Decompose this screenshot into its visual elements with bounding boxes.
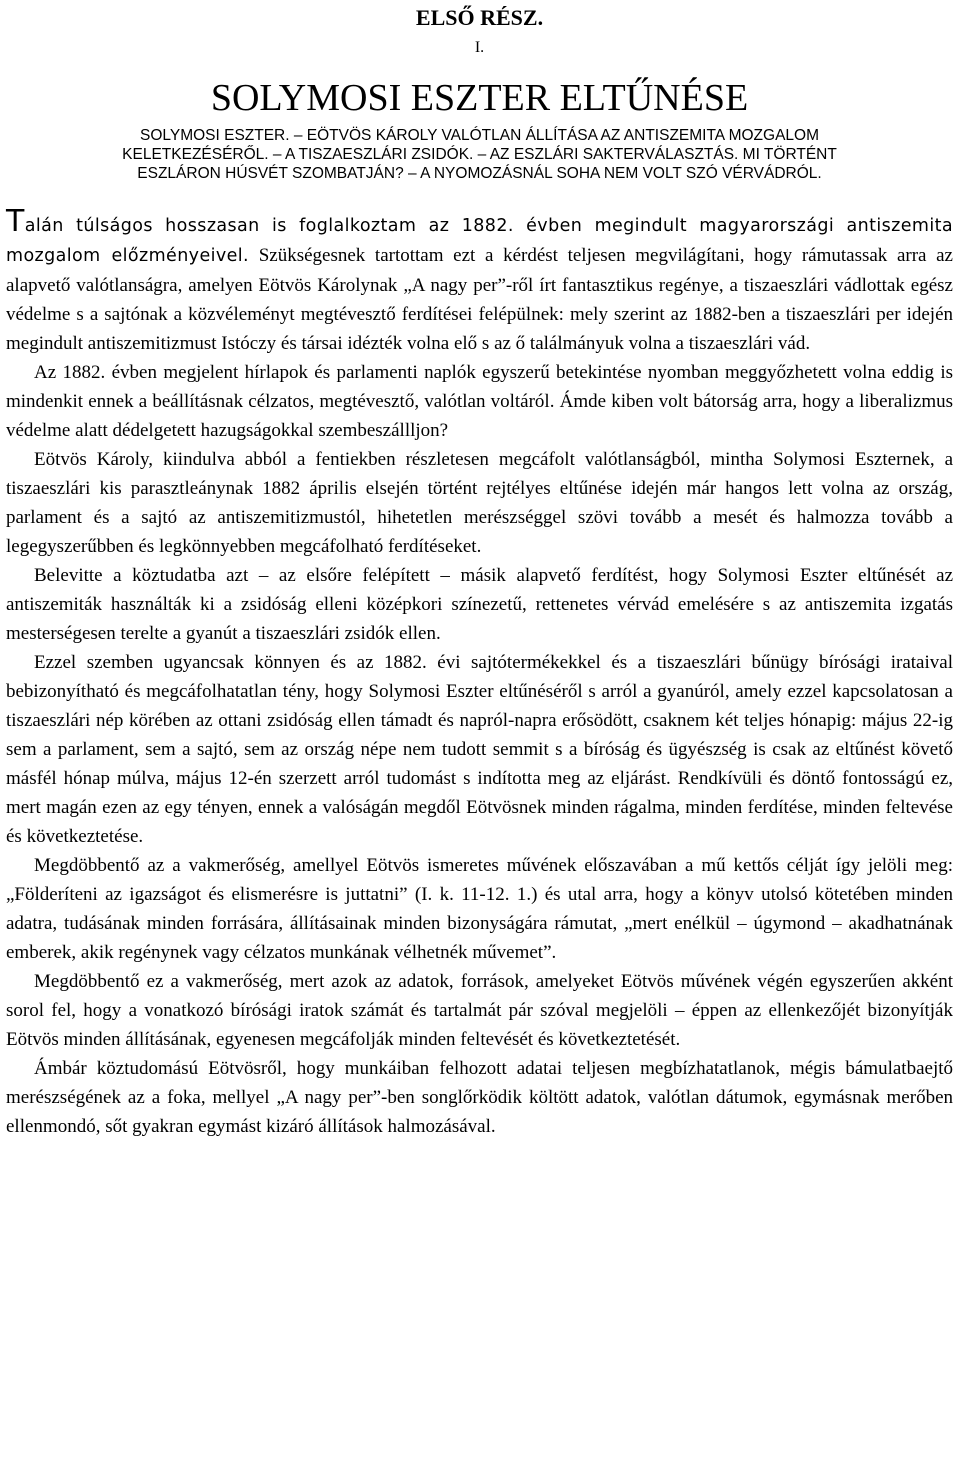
paragraph: Eötvös Károly, kiindulva abból a fentiekben részletesen megcáfolt valótlanságból, mintha Solymosi Eszternek, a tiszaeszlári kis parasztleánynak 1882 április elsején történt rejtélyes eltűnése idején már hangos lett volna az ország, parlament és a sajtó az antiszemitizmustól, hihetetlen merészséggel szövi tovább a mesét és halmozza tovább a legegyszerűbben és legkönnyebben megcáfolható ferdítéseket. bbox=[6, 449, 953, 557]
paragraph: Megdöbbentő ez a vakmerőség, mert azok az adatok, források, amelyeket Eötvös művének végén egyszerűen akként sorol fel, hogy a vonatkozó bírósági iratok számát és tartalmát pár szóval megjelöli – éppen az ellenkezőjét bizonyítják Eötvös minden állításának, egyenesen megcáfolják minden feltevését és következtetését. bbox=[6, 971, 953, 1050]
paragraph: Belevitte a köztudatba azt – az elsőre felépített – másik alapvető ferdítést, hogy Solymosi Eszter eltűnését az antiszemiták használták ki a zsidóság elleni középkori színezetű, rettenetes vérvád emelésére s az antiszemita izgatás mesterségesen terelte a gyanút a tiszaeszlári zsidók ellen. bbox=[6, 565, 953, 644]
chapter-title: SOLYMOSI ESZTER ELTŰNÉSE bbox=[210, 77, 749, 119]
paragraph-text: Szükségesnek tartottam ezt a kérdést teljesen megvilágítani, hogy rámutassak arra az alapvető valótlanságra, amelyen Eötvös Károlynak „A nagy per”-ről írt fantasztikus regénye, a tiszaeszlári vádlottak egész védelme s a sajtónak a közvéleményt megtévesztő ferdítései felépülnek: mely szerint az 1882-ben a tiszaeszlári per idején megindult antiszemitizmust Istóczy és társai idézték volna elő s az ő találmányuk volna a tiszaeszlári vád. bbox=[6, 245, 953, 354]
chapter-summary bbox=[46, 126, 913, 183]
drop-cap: T bbox=[6, 204, 25, 239]
body-text bbox=[6, 204, 953, 1141]
chapter-number: I. bbox=[474, 39, 485, 56]
summary-line: KELETKEZÉSÉRŐL. – A TISZAESZLÁRI ZSIDÓK. – AZ ESZLÁRI SAKTERVÁLASZTÁS. MI TÖRTÉNT bbox=[122, 146, 837, 163]
summary-line: SOLYMOSI ESZTER. – EÖTVÖS KÁROLY VALÓTLAN ÁLLÍTÁSA AZ ANTISZEMITA MOZGALOM bbox=[139, 127, 820, 144]
paragraph: Megdöbbentő az a vakmerőség, amellyel Eötvös ismeretes művének előszavában a mű kettős célját így jelöli meg: „Földeríteni az igazságot és elismerésre is juttatni” (I. k. 11-12. 1.) és utal arra, hogy a könyv utolsó kötetében minden adatra, tudásának minden forrására, állításainak minden bizonyságára rámutat, „mert enélkül – úgymond – akadhatnának emberek, akik regénynek vagy célzatos munkának vélhetnék művemet”. bbox=[6, 855, 953, 963]
part-heading: ELSŐ RÉSZ. bbox=[415, 5, 544, 30]
paragraph bbox=[6, 204, 953, 358]
paragraph: Ámbár köztudomású Eötvösről, hogy munkáiban felhozott adatai teljesen megbízhatatlanok, mégis bámulatbaejtő merészségének az a foka, mellyel „A nagy per”-ben songlőrködik költött adatok, valótlan dátumok, egymásnak merőben ellenmondó, sőt gyakran egymást kizáró állítások halmozásával. bbox=[6, 1058, 953, 1137]
lead-text: alán túlságos hosszasan is foglalkoztam az 1882. évben megindult magyarországi antiszemita mozgalom előzményeivel. bbox=[6, 216, 953, 266]
paragraph: Ezzel szemben ugyancsak könnyen és az 1882. évi sajtótermékekkel és a tiszaeszlári bűnügy bírósági irataival bebizonyítható és megcáfolhatatlan tény, hogy Solymosi Eszter eltűnéséről s arról a gyanúról, amely ezzel kapcsolatosan a tiszaeszlári nép körében az ottani zsidóság ellen támadt és napról-napra erősödött, csaknem két teljes hónapig: május 22-ig sem a parlament, sem a sajtó, sem az ország népe nem tudott semmit s a bíróság és ügyészség is csak az eltűnést követő másfél hónap múlva, május 12-én szerzett arról tudomást s indította meg az eljárást. Rendkívüli és döntő fontosságú ez, mert magán ezen az egy tényen, ennek a valóságán megdől Eötvösnek minden rágalma, minden ferdítése, minden feltevése és következtetése. bbox=[6, 652, 953, 847]
paragraph: Az 1882. évben megjelent hírlapok és parlamenti naplók egyszerű betekintése nyomban meggyőzhetett volna eddig is mindenkit ennek a beállításnak célzatos, megtévesztő, valótlan voltáról. Ámde kiben volt bátorság arra, hogy a liberalizmus védelme alatt dédelgetett hazugságokkal szembeszállljon? bbox=[6, 362, 953, 441]
summary-line: ESZLÁRON HÚSVÉT SZOMBATJÁN? – A NYOMOZÁSNÁL SOHA NEM VOLT SZÓ VÉRVÁDRÓL. bbox=[137, 165, 822, 182]
